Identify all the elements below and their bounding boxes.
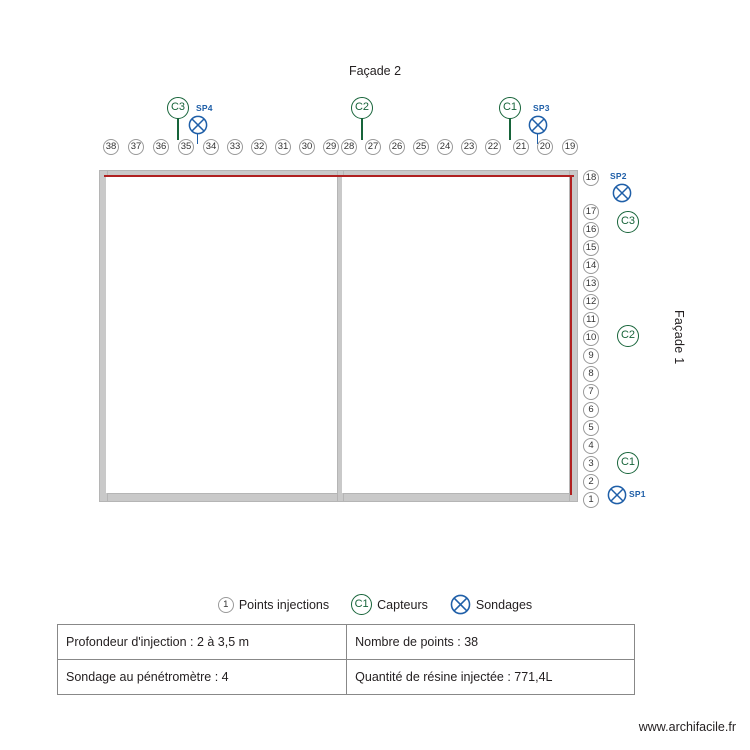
room-left (106, 177, 337, 493)
sensor-stem (361, 118, 363, 140)
survey-sp4-icon[interactable] (188, 115, 208, 135)
point-marker[interactable]: 35 (178, 139, 194, 155)
sensor-c2-right[interactable]: C2 (617, 325, 639, 347)
sensor-c1-right[interactable]: C1 (617, 452, 639, 474)
sensor-stem (177, 118, 179, 140)
survey-stem (197, 134, 198, 144)
point-marker[interactable]: 2 (583, 474, 599, 490)
point-marker[interactable]: 13 (583, 276, 599, 292)
legend-capteur (351, 594, 428, 615)
point-marker[interactable]: 36 (153, 139, 169, 155)
survey-sp1-label: SP1 (629, 489, 646, 499)
survey-sp4-label: SP4 (196, 103, 213, 113)
point-marker[interactable]: 27 (365, 139, 381, 155)
point-marker[interactable]: 15 (583, 240, 599, 256)
facade-right-label: Façade 1 (672, 310, 686, 365)
point-marker[interactable]: 1 (583, 492, 599, 508)
point-marker[interactable]: 19 (562, 139, 578, 155)
point-marker[interactable]: 22 (485, 139, 501, 155)
point-marker[interactable]: 26 (389, 139, 405, 155)
point-marker[interactable]: 38 (103, 139, 119, 155)
survey-stem (537, 134, 538, 144)
point-marker[interactable]: 7 (583, 384, 599, 400)
survey-sp1-icon[interactable] (607, 485, 627, 505)
legend-injection-label: Points injections (238, 597, 330, 612)
survey-sp3-icon[interactable] (528, 115, 548, 135)
point-marker[interactable]: 30 (299, 139, 315, 155)
legend (0, 594, 750, 615)
legend-sondage-label: Sondages (475, 597, 533, 612)
point-marker[interactable]: 32 (251, 139, 267, 155)
table-cell-depth: Profondeur d'injection : 2 à 3,5 m (58, 625, 347, 660)
watermark-text: www.archifacile.fr (638, 720, 736, 734)
point-marker[interactable]: 34 (203, 139, 219, 155)
point-marker[interactable]: 3 (583, 456, 599, 472)
point-marker[interactable]: 6 (583, 402, 599, 418)
survey-marker-icon (450, 594, 471, 615)
table-cell-resin-volume: Quantité de résine injectée : 771,4L (347, 660, 635, 695)
sensor-marker-icon: C1 (351, 594, 372, 615)
point-marker[interactable]: 37 (128, 139, 144, 155)
survey-sp2-label: SP2 (610, 171, 627, 181)
legend-injection (218, 597, 329, 613)
legend-sondage (450, 594, 532, 615)
facade-top-label: Façade 2 (348, 64, 402, 78)
point-marker[interactable]: 10 (583, 330, 599, 346)
point-marker[interactable]: 9 (583, 348, 599, 364)
table-row (58, 625, 635, 660)
point-marker[interactable]: 5 (583, 420, 599, 436)
room-right (342, 177, 569, 493)
sensor-c3-top[interactable]: C3 (167, 97, 189, 119)
injection-line-right (570, 175, 572, 495)
point-marker[interactable]: 31 (275, 139, 291, 155)
point-marker[interactable]: 18 (583, 170, 599, 186)
point-marker[interactable]: 21 (513, 139, 529, 155)
sensor-c3-right[interactable]: C3 (617, 211, 639, 233)
point-marker[interactable]: 24 (437, 139, 453, 155)
point-marker[interactable]: 8 (583, 366, 599, 382)
point-marker[interactable]: 33 (227, 139, 243, 155)
sensor-c2-top[interactable]: C2 (351, 97, 373, 119)
sensor-stem (509, 118, 511, 140)
legend-capteur-label: Capteurs (377, 597, 428, 612)
point-marker[interactable]: 25 (413, 139, 429, 155)
point-marker[interactable]: 29 (323, 139, 339, 155)
injection-line-top (104, 175, 574, 177)
table-cell-point-count: Nombre de points : 38 (347, 625, 635, 660)
point-marker[interactable]: 14 (583, 258, 599, 274)
point-marker[interactable]: 16 (583, 222, 599, 238)
point-marker[interactable]: 4 (583, 438, 599, 454)
sensor-c1-top[interactable]: C1 (499, 97, 521, 119)
injection-marker-icon: 1 (218, 597, 234, 613)
point-marker[interactable]: 12 (583, 294, 599, 310)
point-marker[interactable]: 17 (583, 204, 599, 220)
table-row (58, 660, 635, 695)
summary-table (57, 624, 635, 695)
survey-sp3-label: SP3 (533, 103, 550, 113)
point-marker[interactable]: 11 (583, 312, 599, 328)
point-marker[interactable]: 23 (461, 139, 477, 155)
table-cell-penetrometer: Sondage au pénétromètre : 4 (58, 660, 347, 695)
point-marker[interactable]: 28 (341, 139, 357, 155)
survey-sp2-icon[interactable] (612, 183, 632, 203)
point-marker[interactable]: 20 (537, 139, 553, 155)
building-outline (99, 170, 576, 500)
